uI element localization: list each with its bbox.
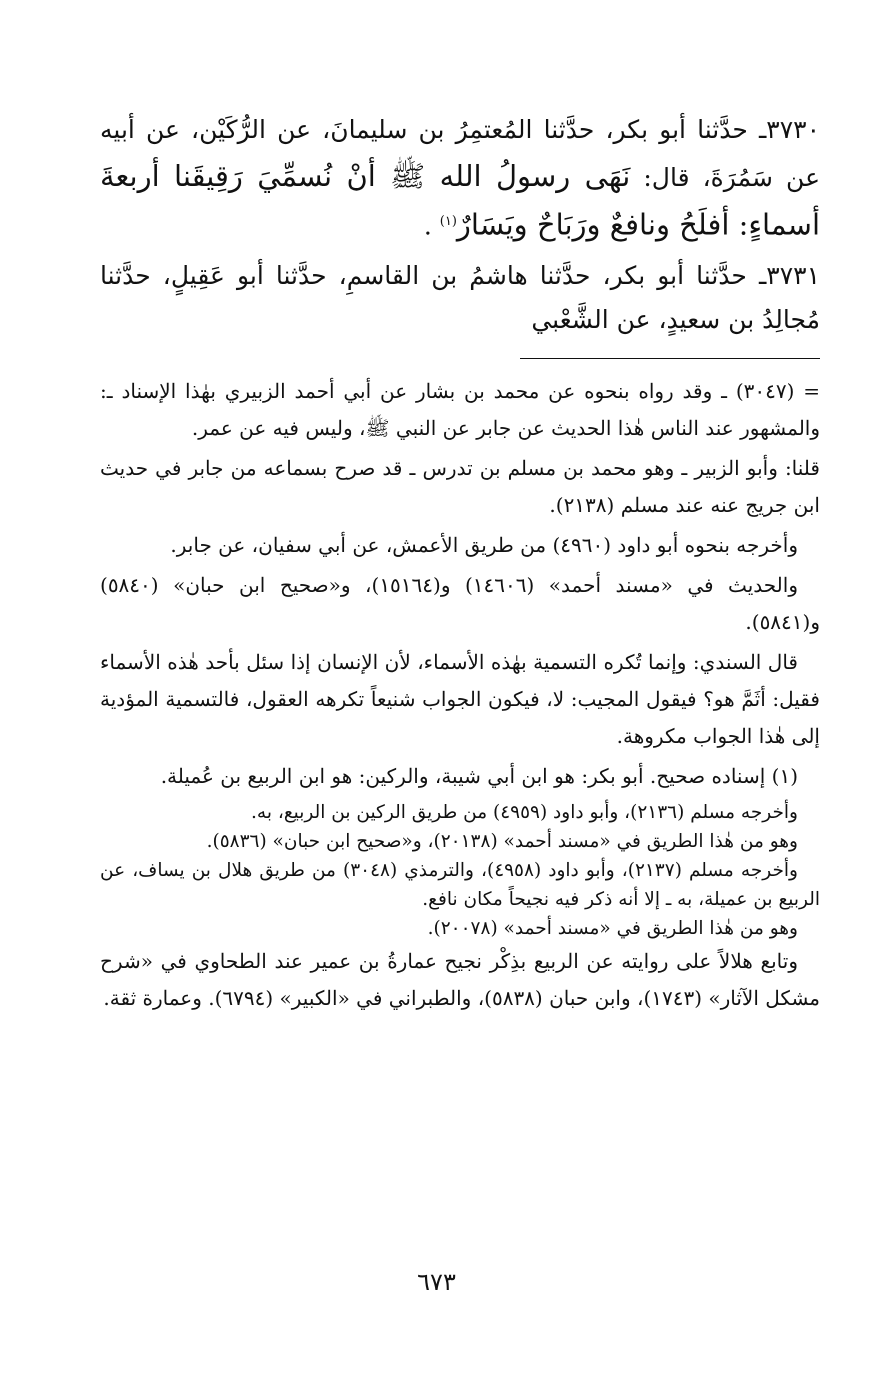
footnote-line: وهو من هٰذا الطريق في «مسند أحمد» (٢٠١٣٨)، و«صحيح ابن حبان» (٥٨٣٦). — [206, 831, 798, 853]
note-paragraph: قلنا: وأبو الزبير ـ وهو محمد بن مسلم بن تدرس ـ قد صرح بسماعه من جابر في حديث ابن جريج عنه عند مسلم (٢١٣٨). — [100, 456, 820, 518]
hadith-3731 — [100, 254, 820, 342]
note-paragraph: وأخرجه بنحوه أبو داود (٤٩٦٠) من طريق الأعمش، عن أبي سفيان، عن جابر. — [170, 533, 798, 558]
footnote-closing: وتابع هلالاً على روايته عن الربيع بذِكْر نجيح عمارةُ بن عمير عند الطحاوي في «شرح مشكل الآثار» (١٧٤٣)، وابن حبان (٥٨٣٨)، والطبراني في «الكبير» (٦٧٩٤). وعمارة ثقة. — [100, 949, 820, 1011]
footnote-ref[interactable]: (١) — [439, 214, 457, 229]
hadith-end: . — [423, 211, 432, 241]
footnote-line: وهو من هٰذا الطريق في «مسند أحمد» (٢٠٠٧٨). — [427, 918, 798, 940]
footnote-line: وأخرجه مسلم (٢١٣٧)، وأبو داود (٤٩٥٨)، والترمذي (٣٠٤٨) من طريق هلال بن يساف، عن الربيع بن عميلة، به ـ إلا أنه ذكر فيه نجيحاً مكان نافع. — [100, 860, 820, 911]
note-paragraph: والحديث في «مسند أحمد» (١٤٦٠٦) و(١٥١٦٤)، و«صحيح ابن حبان» (٥٨٤٠) و(٥٨٤١). — [100, 573, 820, 635]
footnote-divider — [520, 358, 820, 359]
hadith-number: ٣٧٣٠ـ — [758, 115, 820, 144]
hadith-3730 — [100, 108, 820, 248]
page-number: ٦٧٣ — [417, 1268, 456, 1296]
footnote-line: وأخرجه مسلم (٢١٣٦)، وأبو داود (٤٩٥٩) من طريق الركين بن الربيع، به. — [251, 802, 798, 824]
note-paragraph: = (٣٠٤٧) ـ وقد رواه بنحوه عن محمد بن بشار عن أبي أحمد الزبيري بهٰذا الإسناد ـ: والمشهور عند الناس هٰذا الحديث عن جابر عن النبي ﷺ، وليس فيه عن عمر. — [100, 379, 820, 441]
page-body — [100, 108, 820, 1020]
note-paragraph: قال السندي: وإنما تُكره التسمية بهٰذه الأسماء، لأن الإنسان إذا سئل بأحد هٰذه الأسماء فقيل: أثَمَّ هو؟ فيقول المجيب: لا، فيكون الجواب شنيعاً تكرهه العقول، فالتسمية المؤدية إلى هٰذا الجواب مكروهة. — [100, 650, 820, 749]
footnote-1: (١) إسناده صحيح. أبو بكر: هو ابن أبي شيبة، والركين: هو ابن الربيع بن عُميلة. — [160, 764, 798, 789]
hadith-isnad: حدَّثنا أبو بكر، حدَّثنا هاشمُ بن القاسمِ، حدَّثنا أبو عَقِيلٍ، حدَّثنا مُجالِدُ بن سعيدٍ، عن الشَّعْبي — [100, 261, 820, 335]
hadith-isnad: حدَّثنا أبو بكر، حدَّثنا المُعتمِرُ بن سليمانَ، عن الرُّكَيْن، عن أبيه عن سَمُرَةَ، قال: — [100, 115, 820, 192]
hadith-number: ٣٧٣١ـ — [758, 261, 820, 291]
hadith-matn: نَهَى رسولُ الله ﷺ أنْ نُسمِّيَ رَقِيقَنا أربعةَ أسماءٍ: أفلَحُ ونافعٌ ورَبَاحٌ ويَسَارٌ — [100, 159, 820, 242]
